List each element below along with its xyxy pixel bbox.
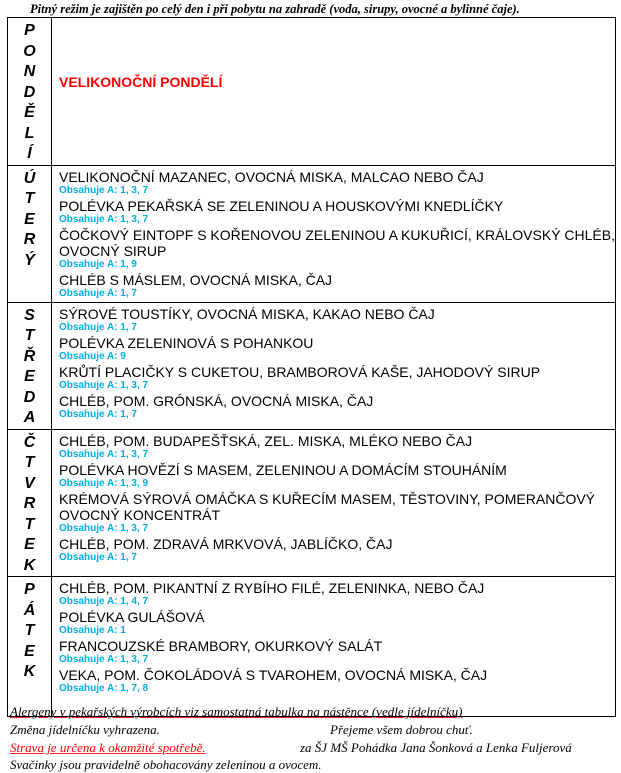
day-name-cell [8, 429, 52, 577]
allergen-info: Obsahuje A: 1, 3, 9 [59, 477, 149, 489]
immediate-consumption-note: Strava je určena k okamžité spotřebě. [10, 740, 206, 755]
day-letter: T [24, 515, 35, 533]
allergen-info: Obsahuje A: 1, 7, 8 [59, 683, 149, 694]
day-name-cell [8, 165, 52, 302]
day-letter: R [23, 231, 36, 248]
day-letter: K [23, 556, 36, 574]
day-letter: R [23, 495, 36, 512]
meals-cell [52, 165, 616, 302]
meal-item: KRÉMOVÁ SÝROVÁ OMÁČKA S KUŘECÍM MASEM, TĚSTOVINY, POMERANČOVÝ OVOCNÝ KONCENTRÁT [59, 490, 596, 523]
meal-item: KRŮTÍ PLACIČKY S CUKETOU, BRAMBOROVÁ KAŠE, JAHODOVÝ SIRUP [59, 363, 541, 380]
day-row [8, 165, 616, 302]
allergen-info: Obsahuje A: 1, 4, 7 [59, 596, 149, 607]
day-letter: D [23, 388, 36, 406]
meal-item: VELIKONOČNÍ MAZANEC, OVOCNÁ MISKA, MALCAO NEBO ČAJ [59, 168, 484, 185]
meal-item: SÝROVÉ TOUSTÍKY, OVOCNÁ MISKA, KAKAO NEBO ČAJ [59, 305, 435, 322]
day-letter: Ř [23, 347, 36, 365]
meal-item: POLÉVKA GULÁŠOVÁ [59, 609, 205, 625]
day-letter: S [24, 306, 35, 324]
meals-cell [52, 429, 616, 577]
day-letter: Ě [24, 104, 35, 121]
day-letter: Í [27, 145, 32, 162]
meals-cell [52, 302, 616, 429]
meal-item: CHLÉB S MÁSLEM, OVOCNÁ MISKA, ČAJ [59, 271, 333, 288]
meal-item: CHLÉB, POM. ZDRAVÁ MRKVOVÁ, JABLÍČKO, ČAJ [59, 535, 393, 552]
day-letter: Ú [23, 169, 36, 187]
meal-item: CHLÉB, POM. BUDAPEŠŤSKÁ, ZEL. MISKA, MLÉKO NEBO ČAJ [59, 432, 473, 449]
allergen-info: Obsahuje A: 1 [59, 625, 126, 636]
meal-item: POLÉVKA ZELENINOVÁ S POHANKOU [59, 334, 314, 351]
day-letter: P [24, 22, 35, 39]
day-letter: E [24, 536, 35, 553]
meal-item: CHLÉB, POM. PIKANTNÍ Z RYBÍHO FILÉ, ZELENINKA, NEBO ČAJ [59, 580, 485, 596]
meals-cell [52, 18, 616, 166]
day-letter: V [24, 474, 35, 492]
meal-item: ČOČKOVÝ EINTOPF S KOŘENOVOU ZELENINOU A KUKUŘICÍ, KRÁLOVSKÝ CHLÉB, OVOCNÝ SIRUP [59, 226, 615, 259]
day-row [8, 429, 616, 577]
allergens-note: Alergeny v pekařských výrobcích viz samostatná tabulka na nástěnce (vedle jídelníčku) [10, 704, 463, 719]
day-letter: T [24, 190, 35, 207]
allergen-info: Obsahuje A: 1, 9 [59, 258, 137, 270]
meal-item: CHLÉB, POM. GRÓNSKÁ, OVOCNÁ MISKA, ČAJ [59, 392, 374, 409]
day-letter: P [24, 581, 35, 598]
allergen-info: Obsahuje A: 1, 7 [59, 321, 137, 333]
day-letter: O [23, 42, 36, 60]
allergen-info: Obsahuje A: 1, 3, 7 [59, 213, 149, 225]
holiday-label: VELIKONOČNÍ PONDĚLÍ [59, 74, 223, 90]
enjoy-meal-note: Přejeme všem dobrou chuť. [330, 722, 473, 737]
weekly-menu-table [7, 17, 616, 717]
allergen-info: Obsahuje A: 1, 7 [59, 408, 137, 420]
day-name-cell [8, 302, 52, 429]
meal-item: POLÉVKA HOVĚZÍ S MASEM, ZELENINOU A DOMÁCÍM STOUHÁNÍM [59, 461, 507, 478]
day-name-cell [8, 18, 52, 166]
allergen-info: Obsahuje A: 1, 3, 7 [59, 654, 149, 665]
day-letter: Á [23, 601, 36, 619]
day-letter: T [24, 454, 35, 471]
meal-item: VEKA, POM. ČOKOLÁDOVÁ S TVAROHEM, OVOCNÁ MISKA, ČAJ [59, 667, 488, 683]
meal-item: FRANCOUZSKÉ BRAMBORY, OKURKOVÝ SALÁT [59, 638, 383, 654]
day-letter: D [23, 83, 36, 101]
allergen-info: Obsahuje A: 9 [59, 350, 126, 362]
meals-cell [52, 577, 616, 717]
day-letter: L [24, 124, 35, 142]
day-letter: E [24, 642, 35, 660]
drinking-regime-note: Pitný režim je zajištěn po celý den i při pobytu na zahradě (voda, sirupy, ovocné a bylinné čaje). [30, 2, 520, 16]
kitchen-signature: za ŠJ MŠ Pohádka Jana Šonková a Lenka Fuljerová [300, 740, 572, 755]
snacks-note: Svačinky jsou pravidelně obohacovány zeleninou a ovocem. [10, 757, 322, 772]
allergen-info: Obsahuje A: 1, 3, 7 [59, 448, 149, 460]
day-letter: T [24, 327, 35, 344]
day-letter: N [23, 63, 36, 80]
day-row [8, 577, 616, 717]
allergen-info: Obsahuje A: 1, 7 [59, 287, 137, 299]
day-letter: Č [23, 433, 36, 451]
day-letter: E [24, 368, 35, 385]
day-letter: E [24, 210, 35, 228]
day-row [8, 302, 616, 429]
day-letter: A [23, 409, 36, 426]
allergen-info: Obsahuje A: 1, 3, 7 [59, 522, 149, 534]
meal-item: POLÉVKA PEKAŘSKÁ SE ZELENINOU A HOUSKOVÝMI KNEDLÍČKY [59, 197, 504, 214]
day-letter: T [24, 622, 35, 639]
menu-change-note: Změna jídelníčku vyhrazena. [10, 722, 160, 737]
day-letter: K [23, 663, 36, 680]
day-row [8, 18, 616, 166]
allergen-info: Obsahuje A: 1, 7 [59, 551, 137, 563]
allergen-info: Obsahuje A: 1, 3, 7 [59, 379, 149, 391]
day-name-cell [8, 577, 52, 717]
day-letter: Ý [24, 251, 35, 269]
allergen-info: Obsahuje A: 1, 3, 7 [59, 184, 149, 196]
